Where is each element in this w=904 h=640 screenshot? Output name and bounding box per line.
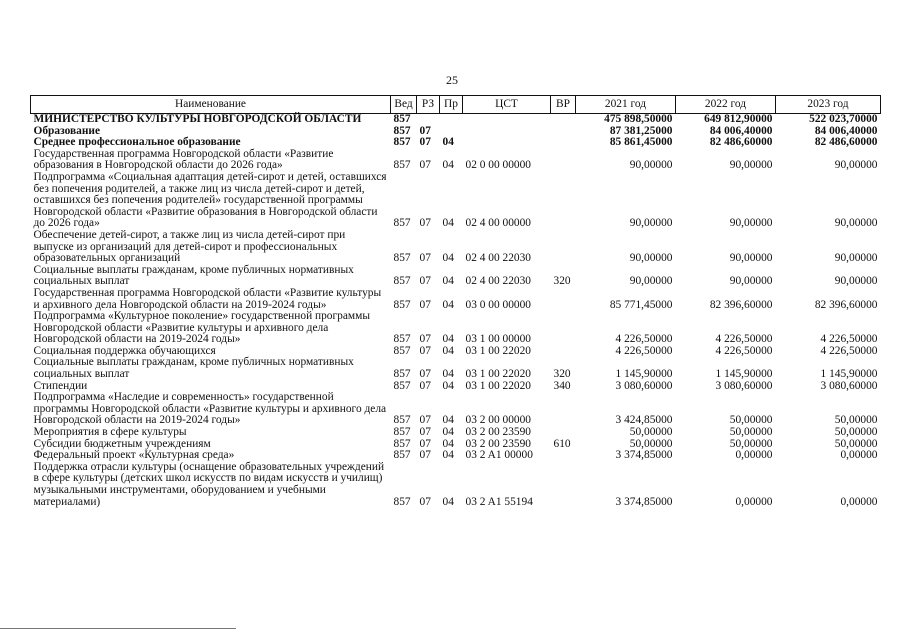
cell-vr [551,230,576,265]
cell-name: Мероприятия в сфере культуры [33,426,187,439]
cell-name: Субсидии бюджетным учреждениям [33,437,211,450]
table-row [31,427,881,439]
cell-cst: 03 2 A1 55194 [465,495,533,508]
cell-2021: 85 861,45000 [609,136,673,149]
cell-vr [551,114,576,126]
cell-rz: 07 [419,217,431,230]
cell-cst: 03 2 00 23590 [465,426,531,439]
cell-2023: 90,00000 [834,217,878,230]
cell-cst: 03 0 00 00000 [465,298,531,311]
cell-cst: 03 2 00 00000 [465,414,531,427]
cell-cst: 03 1 00 22020 [465,368,531,381]
cell-vr [551,392,576,427]
budget-table [30,95,881,508]
table-row [31,462,881,508]
table-row [31,265,881,288]
header-cst: ЦСТ [463,96,551,114]
cell-2022: 649 812,90000 [704,113,773,125]
cell-2021: 50,00000 [629,437,673,450]
cell-ved: 857 [393,136,411,149]
cell-2022: 4 226,50000 [715,344,773,357]
header-ved: Вед [391,96,417,114]
cell-name: Социальные выплаты гражданам, кроме публичных нормативных социальных выплат [33,356,354,381]
header-vr: ВР [551,96,576,114]
cell-pr [440,114,463,126]
header-rz: РЗ [417,96,440,114]
cell-ved: 857 [393,275,411,288]
cell-name: Обеспечение детей-сирот, а также лиц из числа детей-сирот при выпуске из организаций для детей-сирот и профессиональных образовательных организаций [33,228,346,265]
cell-2022: 90,00000 [729,275,773,288]
cell-rz: 07 [419,437,431,450]
cell-name: Подпрограмма «Наследие и современность» государственной программы Новгородской области «Развитие культуры и архивного дела Новгородской области на 2019-2024 годы» [33,391,387,427]
cell-2023: 1 145,90000 [820,368,878,381]
cell-2021: 90,00000 [629,275,673,288]
cell-2023: 90,00000 [834,275,878,288]
cell-2022: 90,00000 [729,217,773,230]
cell-2021: 85 771,45000 [609,298,673,311]
cell-name: Среднее профессиональное образование [33,136,241,149]
header-2021: 2021 год [576,96,676,114]
cell-cst: 03 2 00 23590 [465,437,531,450]
cell-cst: 02 4 00 22030 [465,275,531,288]
cell-2022: 90,00000 [729,159,773,172]
cell-vr: 320 [553,368,571,381]
cell-ved: 857 [393,344,411,357]
cell-2021: 1 145,90000 [615,368,673,381]
cell-rz: 07 [419,333,431,346]
cell-name: Подпрограмма «Культурное поколение» государственной программы Новгородской области «Развитие культуры и архивного дела Новгородской области на 2019-2024 годы» [33,310,370,346]
cell-pr: 04 [442,136,454,149]
cell-pr: 04 [442,426,454,439]
cell-2022: 3 080,60000 [715,379,773,392]
cell-cst [463,126,551,138]
header-2023: 2023 год [776,96,881,114]
cell-2022: 90,00000 [729,252,773,265]
cell-2023: 50,00000 [834,426,878,439]
cell-2022: 50,00000 [729,426,773,439]
table-body [31,114,881,509]
cell-vr [551,311,576,346]
cell-name: Подпрограмма «Социальная адаптация детей-сирот и детей, оставшихся без попечения родителей, а также лиц из числа детей-сирот и детей, оставшихся без попечения родителей» государственной программы Новгородской области «Развитие образования в Новгородской области до 2026 года» [33,170,387,230]
cell-rz: 07 [419,414,431,427]
cell-pr: 04 [442,437,454,450]
cell-rz: 07 [419,426,431,439]
cell-name: Поддержка отрасли культуры (оснащение образовательных учреждений в сфере культуры (детских школ искусств по видам искусств и училищ) музыкальными инструментами, оборудованием и учебными материалами) [33,460,385,508]
cell-2023: 82 396,60000 [814,298,878,311]
table-row [31,149,881,172]
cell-ved: 857 [393,426,411,439]
cell-cst: 03 1 00 22020 [465,379,531,392]
cell-name: Стипендии [33,379,88,392]
cell-ved: 857 [393,124,411,137]
cell-2022: 82 396,60000 [709,298,773,311]
table-row [31,288,881,311]
cell-2021: 90,00000 [629,217,673,230]
cell-ved: 857 [393,437,411,450]
cell-vr [551,172,576,230]
cell-rz: 07 [419,124,431,137]
cell-name: Социальные выплаты гражданам, кроме публичных нормативных социальных выплат [33,263,354,288]
table-row [31,392,881,427]
cell-2023: 82 486,60000 [814,136,878,149]
header-2022: 2022 год [676,96,776,114]
cell-name: МИНИСТЕРСТВО КУЛЬТУРЫ НОВГОРОДСКОЙ ОБЛАСТИ [33,113,362,125]
cell-pr: 04 [442,449,454,462]
cell-pr: 04 [442,159,454,172]
cell-pr: 04 [442,333,454,346]
cell-rz: 07 [419,495,431,508]
cell-2023: 84 006,40000 [814,124,878,137]
cell-name: Образование [33,124,101,137]
cell-ved: 857 [393,333,411,346]
cell-vr [551,137,576,149]
cell-2022: 0,00000 [735,449,773,462]
cell-ved: 857 [393,298,411,311]
cell-ved: 857 [393,252,411,265]
cell-name: Государственная программа Новгородской области «Развитие культуры и архивного дела Новгородской области на 2019-2024 годы» [33,286,382,311]
cell-vr [551,149,576,172]
footer-divider [0,628,236,629]
cell-cst: 03 1 00 00000 [465,333,531,346]
cell-cst: 02 4 00 00000 [465,217,531,230]
cell-vr [551,346,576,358]
cell-pr: 04 [442,414,454,427]
table-row [31,311,881,346]
cell-2022: 1 145,90000 [715,368,773,381]
cell-2021: 90,00000 [629,252,673,265]
cell-rz: 07 [419,136,431,149]
cell-vr [551,462,576,508]
cell-cst: 02 4 00 22030 [465,252,531,265]
cell-ved: 857 [393,159,411,172]
cell-2023: 522 023,70000 [809,113,878,125]
cell-vr [551,288,576,311]
cell-cst: 03 2 A1 00000 [465,449,533,462]
cell-2022: 82 486,60000 [709,136,773,149]
cell-2022: 0,00000 [735,495,773,508]
cell-rz: 07 [419,159,431,172]
cell-vr: 320 [553,275,571,288]
cell-pr: 04 [442,368,454,381]
cell-2023: 90,00000 [834,252,878,265]
cell-vr [551,126,576,138]
cell-2021: 3 374,85000 [615,495,673,508]
cell-name: Федеральный проект «Культурная среда» [33,449,235,462]
cell-cst [463,114,551,126]
cell-2021: 4 226,50000 [615,344,673,357]
cell-pr: 04 [442,275,454,288]
cell-ved: 857 [393,414,411,427]
cell-rz: 07 [419,368,431,381]
cell-cst: 03 1 00 22020 [465,344,531,357]
cell-vr: 610 [553,437,571,450]
cell-rz: 07 [419,344,431,357]
cell-2021: 3 424,85000 [615,414,673,427]
cell-2021: 87 381,25000 [609,124,673,137]
cell-pr: 04 [442,298,454,311]
cell-ved: 857 [393,113,411,125]
cell-2021: 4 226,50000 [615,333,673,346]
cell-2021: 90,00000 [629,159,673,172]
cell-2023: 4 226,50000 [820,333,878,346]
cell-rz: 07 [419,379,431,392]
cell-2023: 3 080,60000 [820,379,878,392]
cell-pr: 04 [442,217,454,230]
cell-name: Государственная программа Новгородской области «Развитие образования в Новгородской области до 2026 года» [33,147,334,172]
cell-ved: 857 [393,379,411,392]
cell-rz: 07 [419,298,431,311]
cell-pr: 04 [442,344,454,357]
cell-2021: 50,00000 [629,426,673,439]
cell-2022: 50,00000 [729,414,773,427]
table-row [31,114,881,126]
cell-ved: 857 [393,449,411,462]
cell-rz [417,114,440,126]
cell-2023: 50,00000 [834,437,878,450]
cell-2021: 3 080,60000 [615,379,673,392]
cell-name: Социальная поддержка обучающихся [33,344,216,357]
cell-ved: 857 [393,368,411,381]
table-row [31,172,881,230]
cell-ved: 857 [393,495,411,508]
cell-rz: 07 [419,275,431,288]
cell-2023: 90,00000 [834,159,878,172]
table-header-row [31,96,881,114]
cell-cst: 02 0 00 00000 [465,159,531,172]
cell-2022: 4 226,50000 [715,333,773,346]
cell-vr [551,450,576,462]
cell-2023: 0,00000 [840,449,878,462]
cell-2023: 50,00000 [834,414,878,427]
cell-2022: 50,00000 [729,437,773,450]
table-row [31,357,881,380]
cell-rz: 07 [419,449,431,462]
header-pr: Пр [440,96,463,114]
page-number: 25 [446,73,458,87]
cell-pr: 04 [442,252,454,265]
header-name: Наименование [31,96,391,114]
table-row [31,230,881,265]
cell-pr: 04 [442,495,454,508]
cell-2023: 0,00000 [840,495,878,508]
cell-2023: 4 226,50000 [820,344,878,357]
cell-2021: 475 898,50000 [604,113,673,125]
cell-vr: 340 [553,379,571,392]
cell-2022: 84 006,40000 [709,124,773,137]
cell-rz: 07 [419,252,431,265]
cell-cst [463,137,551,149]
cell-2021: 3 374,85000 [615,449,673,462]
cell-vr [551,427,576,439]
cell-ved: 857 [393,217,411,230]
cell-pr: 04 [442,379,454,392]
